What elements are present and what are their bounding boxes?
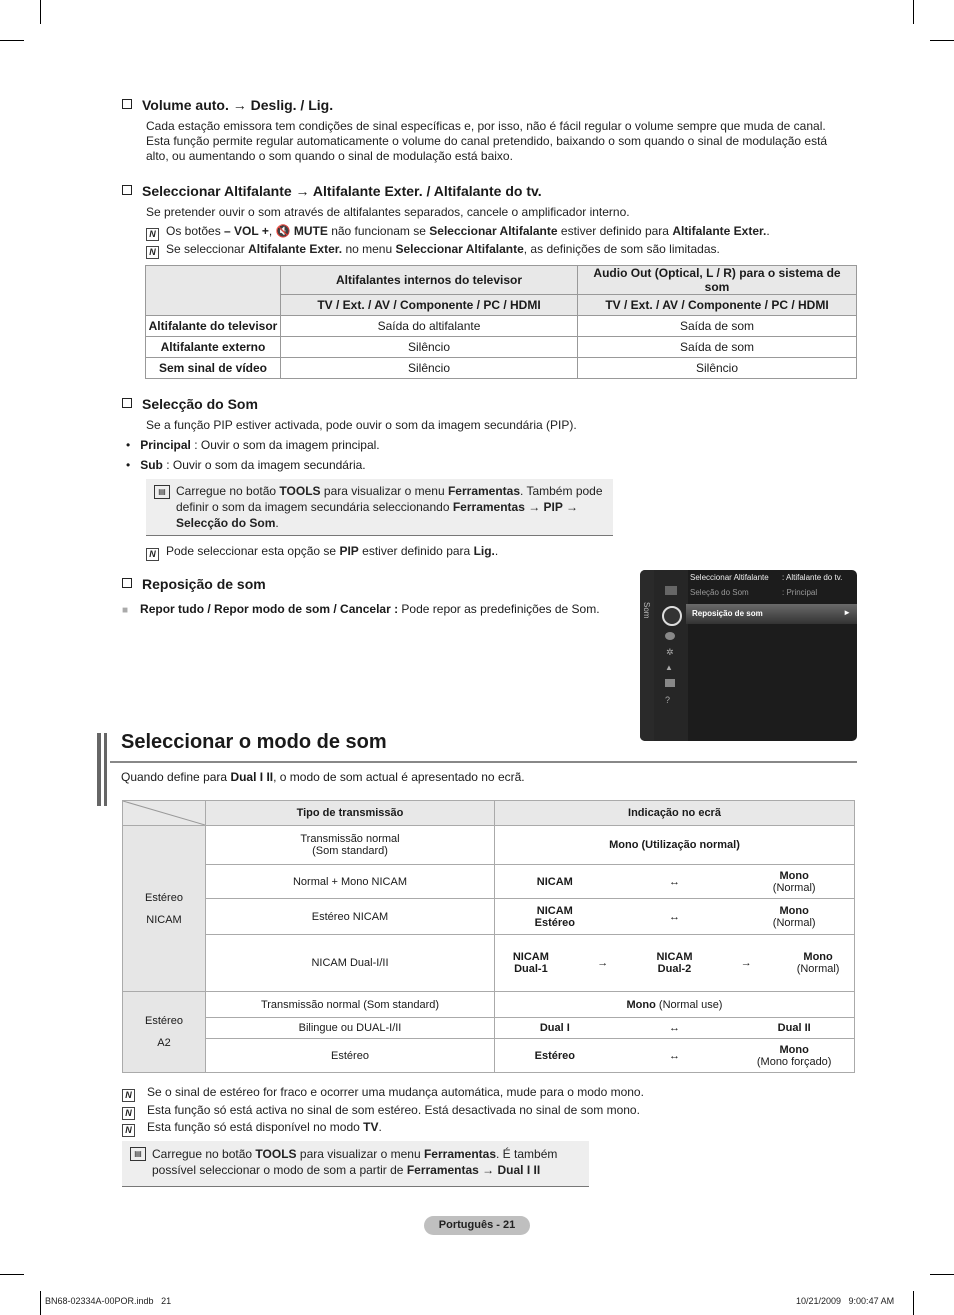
- channel-icon: [665, 632, 675, 640]
- speaker-select-body: Se pretender ouvir o som através de altifalantes separados, cancele o amplificador interno.: [146, 205, 630, 219]
- sound-select-title: Selecção do Som: [122, 396, 258, 412]
- reset-title: Reposição de som: [122, 576, 266, 592]
- table-corner: [146, 266, 281, 316]
- note-icon: N: [122, 1124, 135, 1137]
- support-icon: ?: [665, 695, 671, 705]
- sound-mode-intro: Quando define para Dual I II, o modo de som actual é apresentado no ecrã.: [121, 770, 525, 784]
- table-subheader: TV / Ext. / AV / Componente / PC / HDMI: [281, 295, 578, 316]
- crop-mark: [40, 0, 41, 24]
- table-row: NICAM Dual-I/II NICAM Dual-1 → NICAM Dual-2 → Mono (Normal): [123, 935, 855, 992]
- mode-note-2: N Esta função só está activa no sinal de som estéreo. Está desactivada no sinal de som mono.: [122, 1103, 640, 1120]
- crop-mark: [930, 1274, 954, 1275]
- osd-menu: Som ✲ ▲ ? Seleccionar Altifalante : Altifalante do tv. Seleção do Som : Principal Reposição de som ►: [640, 570, 857, 741]
- title-rule: [110, 761, 857, 763]
- speaker-select-title: Seleccionar Altifalante → Altifalante Exter. / Altifalante do tv.: [122, 183, 542, 199]
- sound-mode-title: Seleccionar o modo de som: [121, 731, 387, 753]
- osd-side-label: Som: [642, 602, 651, 619]
- table-row: Estéreo Estéreo ↔ Mono (Mono forçado): [123, 1039, 855, 1073]
- swap-arrow-icon: ↔: [669, 1022, 680, 1034]
- diagonal-line: [123, 801, 205, 825]
- checkbox-bullet-icon: [122, 398, 132, 408]
- swap-arrow-icon: ↔: [669, 875, 680, 888]
- table-row: Normal + Mono NICAM NICAM ↔ Mono (Normal): [123, 865, 855, 899]
- table-subheader: TV / Ext. / AV / Componente / PC / HDMI: [578, 295, 857, 316]
- volume-auto-body: Cada estação emissora tem condições de sinal específicas e, por isso, não é fácil regular o volume sempre que muda de canal. Esta função permite regular automaticamente o volume do canal pretendido, baixando o som quando o sinal de modulação está alto, ou aumentando o som quando o sinal de modulação está baixo.: [146, 119, 828, 163]
- osd-row-reset[interactable]: Reposição de som ►: [686, 604, 857, 624]
- crop-mark: [913, 0, 914, 24]
- crop-mark: [0, 40, 24, 41]
- note-icon: N: [122, 1107, 135, 1120]
- speaker-note-2: N Se seleccionar Altifalante Exter. no menu Seleccionar Altifalante, as definições de som são limitadas.: [146, 242, 720, 259]
- sound-icon: [662, 606, 682, 626]
- file-imprint: BN68-02334A-00POR.indb 21: [45, 1296, 172, 1306]
- osd-row-sound-select: Seleção do Som: [690, 588, 749, 597]
- table-row: Estéreo NICAM Transmissão normal (Som standard) Mono (Utilização normal): [123, 826, 855, 865]
- tools-icon: ▤: [130, 1147, 146, 1161]
- table-header: Indicação no ecrã: [495, 801, 855, 826]
- date-imprint: 10/21/2009 9:00:47 AM: [796, 1296, 895, 1306]
- mode-note-1: N Se o sinal de estéreo for fraco e ocorrer uma mudança automática, mude para o modo mono.: [122, 1085, 644, 1102]
- square-bullet-icon: ■: [122, 605, 129, 616]
- bullet-sub: • Sub : Ouvir o som da imagem secundária.: [126, 458, 366, 472]
- sound-select-body: Se a função PIP estiver activada, pode ouvir o som da imagem secundária (PIP).: [146, 418, 577, 432]
- arrow-right-icon: ►: [843, 608, 851, 617]
- input-icon: ▲: [665, 663, 673, 672]
- checkbox-bullet-icon: [122, 578, 132, 588]
- next-arrow-icon: →: [597, 957, 609, 969]
- crop-mark: [930, 40, 954, 41]
- speaker-table: [145, 265, 857, 379]
- crop-mark: [0, 1274, 24, 1275]
- table-row: Bilingue ou DUAL-I/II Dual I ↔ Dual II: [123, 1018, 855, 1039]
- table-header: Tipo de transmissão: [206, 801, 495, 826]
- checkbox-bullet-icon: [122, 185, 132, 195]
- sound-mode-table: [122, 800, 855, 1073]
- speaker-note-1: N Os botões – VOL +, 🔇 MUTE não funcionam se Seleccionar Altifalante estiver definido para Altifalante Exter..: [146, 224, 770, 241]
- table-header: Audio Out (Optical, L / R) para o sistema de som: [578, 266, 857, 295]
- osd-row-speaker: Seleccionar Altifalante: [690, 573, 769, 582]
- page-number: Português - 21: [424, 1216, 530, 1235]
- note-icon: N: [122, 1089, 135, 1102]
- table-row: Sem sinal de vídeo Silêncio Silêncio: [146, 358, 857, 379]
- group-a2: Estéreo A2: [123, 992, 206, 1073]
- crop-mark: [40, 1291, 41, 1315]
- section-bar: [97, 733, 101, 806]
- tools-icon: ▤: [154, 485, 170, 499]
- application-icon: [665, 679, 675, 687]
- table-corner: [123, 801, 206, 826]
- table-header: Altifalantes internos do televisor: [281, 266, 578, 295]
- table-row: Estéreo A2 Transmissão normal (Som standard) Mono (Normal use): [123, 992, 855, 1018]
- volume-auto-title: Volume auto. → Deslig. / Lig.: [122, 97, 333, 113]
- section-bar: [104, 733, 107, 806]
- swap-arrow-icon: ↔: [669, 1049, 680, 1062]
- setup-icon: ✲: [666, 647, 674, 657]
- note-icon: N: [146, 246, 159, 259]
- group-nicam: Estéreo NICAM: [123, 826, 206, 992]
- note-icon: N: [146, 548, 159, 561]
- reset-item: ■ Repor tudo / Repor modo de som / Cancelar : Pode repor as predefinições de Som.: [122, 602, 600, 616]
- tools-tip-box: ▤ Carregue no botão TOOLS para visualizar o menu Ferramentas. É também possível seleccionar o modo de som a partir de Ferramentas → Dual I II: [122, 1141, 589, 1187]
- pip-note: N Pode seleccionar esta opção se PIP estiver definido para Lig..: [146, 544, 498, 561]
- picture-icon: [665, 586, 677, 595]
- next-arrow-icon: →: [740, 957, 752, 969]
- table-row: Altifalante do televisor Saída do altifalante Saída de som: [146, 316, 857, 337]
- note-icon: N: [146, 228, 159, 241]
- table-row: Altifalante externo Silêncio Saída de som: [146, 337, 857, 358]
- tools-tip-box: ▤ Carregue no botão TOOLS para visualizar o menu Ferramentas. Também pode definir o som da imagem secundária seleccionando Ferramentas → PIP → Selecção do Som.: [146, 479, 613, 536]
- mode-note-3: N Esta função só está disponível no modo TV.: [122, 1120, 382, 1137]
- swap-arrow-icon: ↔: [669, 910, 680, 923]
- table-row: Estéreo NICAM NICAM Estéreo ↔ Mono (Normal): [123, 899, 855, 935]
- crop-mark: [913, 1291, 914, 1315]
- mute-icon: 🔇: [275, 224, 291, 238]
- checkbox-bullet-icon: [122, 99, 132, 109]
- bullet-principal: • Principal : Ouvir o som da imagem principal.: [126, 438, 380, 452]
